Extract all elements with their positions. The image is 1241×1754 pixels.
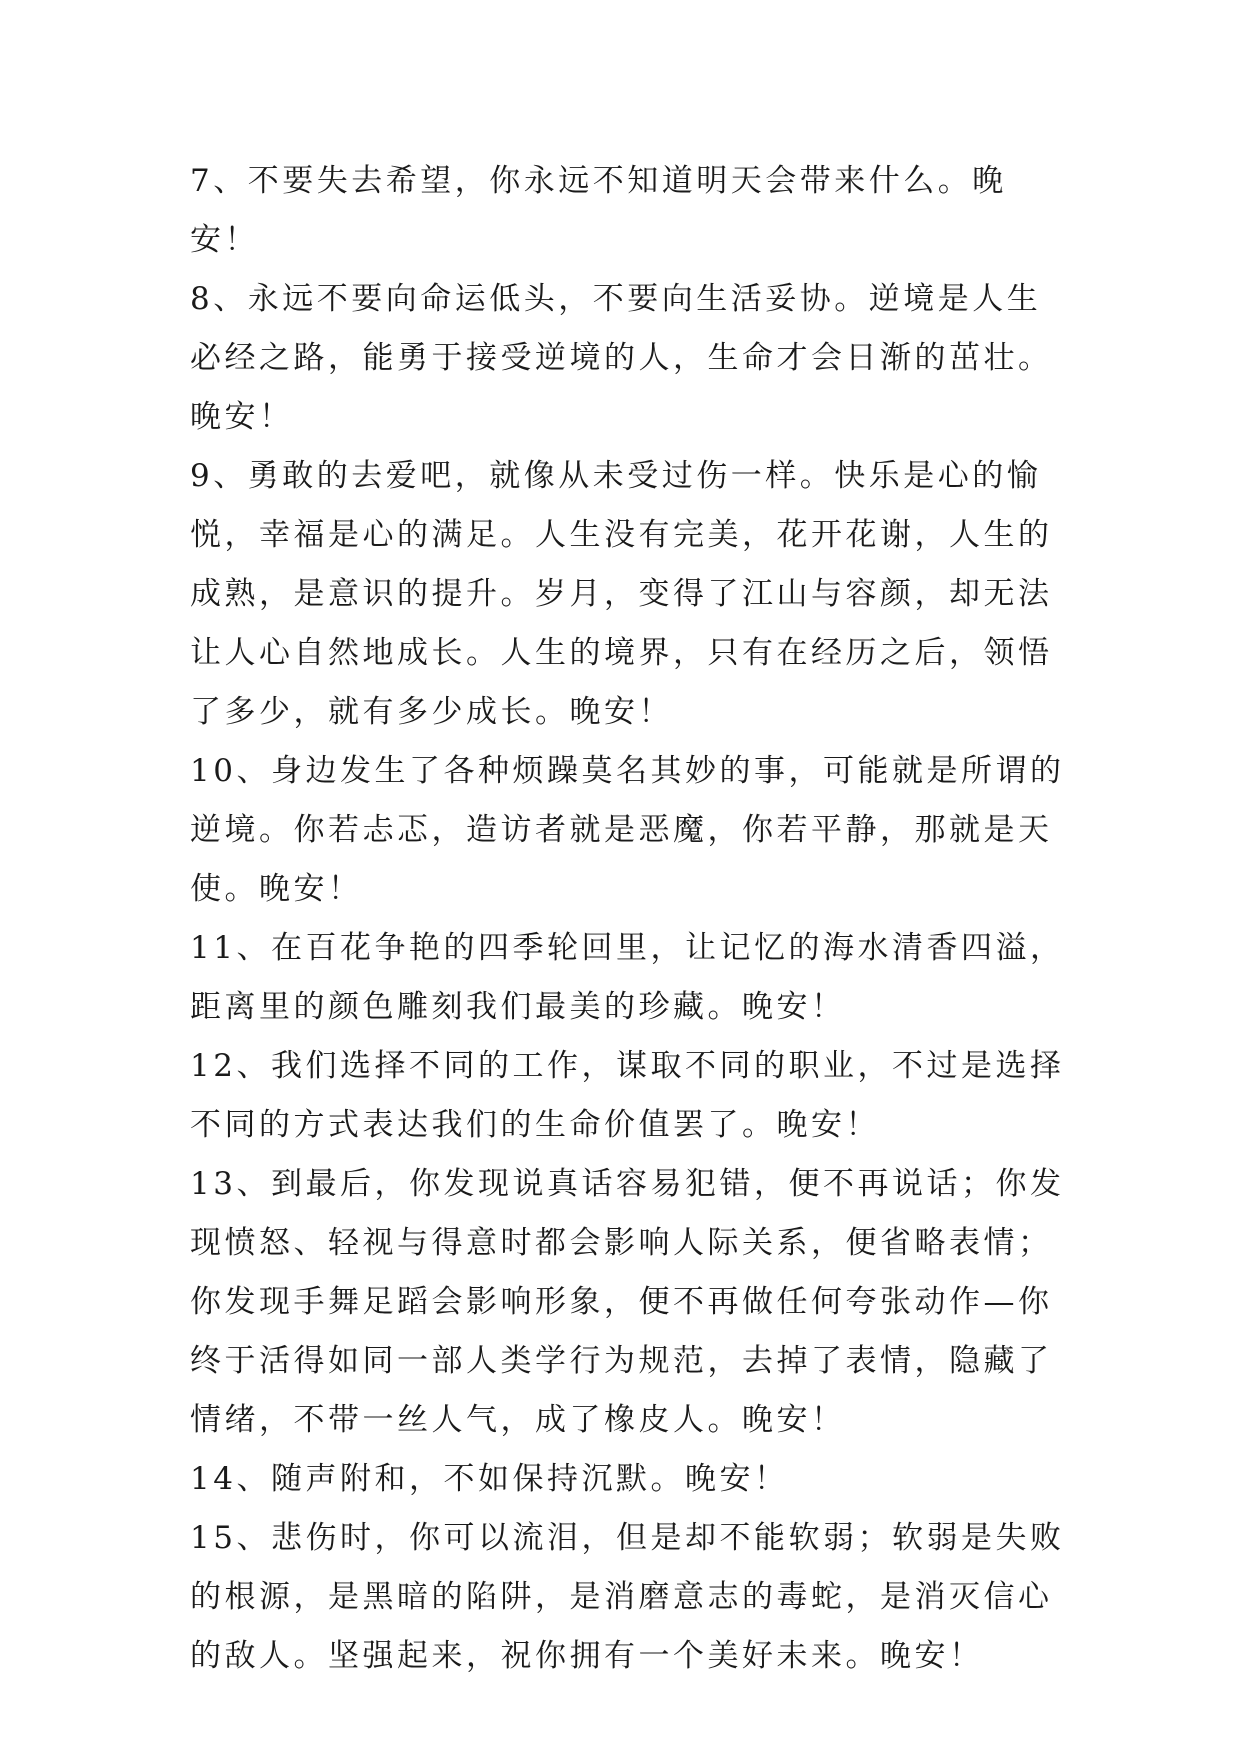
paragraph-12: 12、我们选择不同的工作，谋取不同的职业，不过是选择不同的方式表达我们的生命价值罢了。晚安！ bbox=[190, 1048, 1065, 1143]
paragraph-15: 15、悲伤时，你可以流泪，但是却不能软弱；软弱是失败的根源，是黑暗的陷阱，是消磨意志的毒蛇，是消灭信心的敌人。坚强起来，祝你拥有一个美好未来。晚安！ bbox=[190, 1520, 1065, 1674]
paragraph-10: 10、身边发生了各种烦躁莫名其妙的事，可能就是所谓的逆境。你若忐忑，造访者就是恶魔，你若平静，那就是天使。晚安！ bbox=[190, 753, 1065, 907]
paragraph-9: 9、勇敢的去爱吧，就像从未受过伤一样。快乐是心的愉悦，幸福是心的满足。人生没有完美，花开花谢，人生的成熟，是意识的提升。岁月，变得了江山与容颜，却无法让人心自然地成长。人生的境界，只有在经历之后，领悟了多少，就有多少成长。晚安！ bbox=[190, 458, 1053, 730]
document-body bbox=[190, 152, 1070, 1686]
paragraph-14: 14、随声附和，不如保持沉默。晚安！ bbox=[190, 1461, 789, 1497]
paragraph-11: 11、在百花争艳的四季轮回里，让记忆的海水清香四溢，距离里的颜色雕刻我们最美的珍藏。晚安！ bbox=[190, 930, 1065, 1025]
paragraph-8: 8、永远不要向命运低头，不要向生活妥协。逆境是人生必经之路，能勇于接受逆境的人，生命才会日渐的茁壮。晚安！ bbox=[190, 281, 1053, 435]
paragraph-7: 7、不要失去希望，你永远不知道明天会带来什么。晚安！ bbox=[190, 163, 1007, 258]
paragraph-13: 13、到最后，你发现说真话容易犯错，便不再说话；你发现愤怒、轻视与得意时都会影响人际关系，便省略表情；你发现手舞足蹈会影响形象，便不再做任何夸张动作—你终于活得如同一部人类学行为规范，去掉了表情，隐藏了情绪，不带一丝人气，成了橡皮人。晚安！ bbox=[190, 1166, 1065, 1438]
